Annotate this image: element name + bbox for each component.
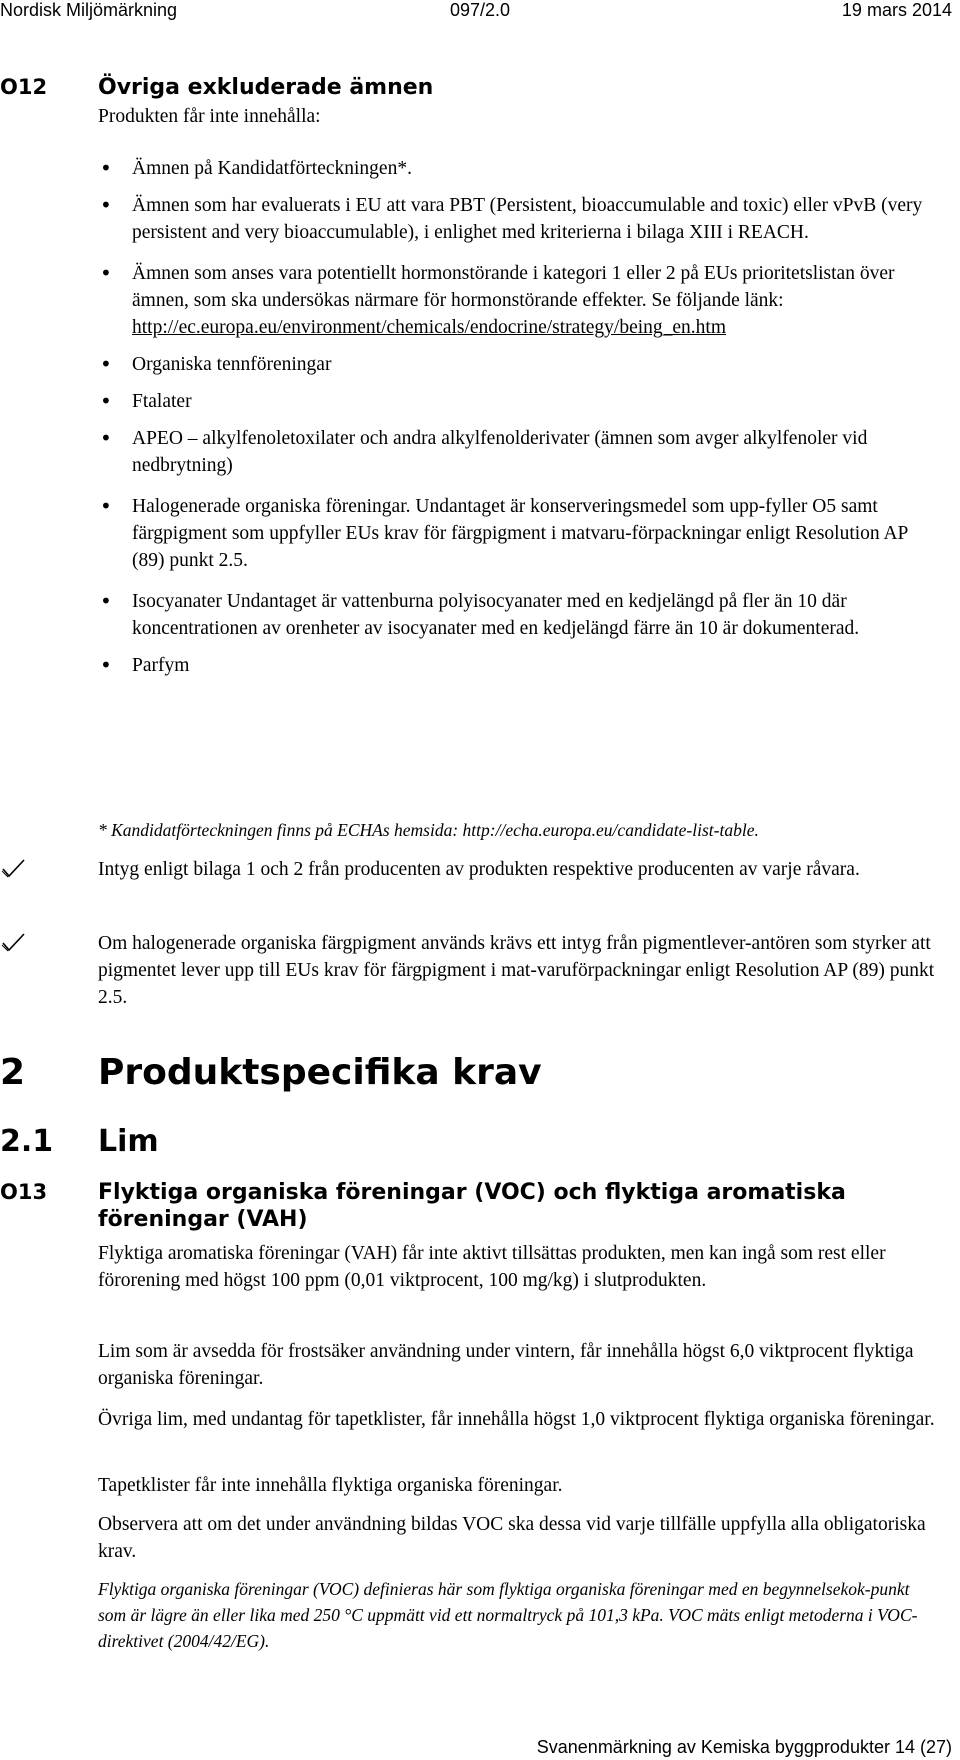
verification-text-2: Om halogenerade organiska färgpigment används krävs ett intyg från pigmentlever-antören som styrker att pigmentet lever upp till EUs krav för färgpigment i mat-varuförpackningar enligt Resolution AP (89) punkt 2.5. (98, 933, 935, 1008)
list-item (98, 493, 938, 574)
voc-definition-note: Flyktiga organiska föreningar (VOC) definieras här som flyktiga organiska föreningar med en begynnelsekok-punkt som är lägre än eller lika med 250 °C uppmätt vid ett normaltryck på 101,3 kPa. VOC mäts enligt metoderna i VOC-direktivet (2004/42/EG). (98, 1579, 918, 1651)
endocrine-strategy-link[interactable]: http://ec.europa.eu/environment/chemicals/endocrine/strategy/being_en.htm (132, 317, 727, 338)
list-item (98, 652, 938, 679)
page-header (0, 0, 960, 24)
list-item-text: Ämnen som anses vara potentiellt hormonstörande i kategori 1 eller 2 på EUs prioritetslistan över ämnen, som ska undersökas närmare för hormonstörande effekter. Se följande länk: (132, 263, 895, 311)
requirement-title-o12: Övriga exkluderade ämnen (98, 75, 434, 100)
requirement-intro-o12: Produkten får inte innehålla: (98, 106, 321, 127)
list-item-text: Parfym (132, 655, 190, 676)
header-date: 19 mars 2014 (841, 0, 952, 20)
o13-paragraph-4: Tapetklister får inte innehålla flyktiga organiska föreningar. (98, 1475, 563, 1496)
list-item (98, 155, 938, 182)
excluded-substances-list (98, 155, 938, 693)
candidate-list-footnote: * Kandidatförteckningen finns på ECHAs hemsida: http://echa.europa.eu/candidate-list-table. (98, 820, 759, 840)
list-item (98, 351, 938, 378)
requirement-title-o13: Flyktiga organiska föreningar (VOC) och flyktiga aromatiska föreningar (VAH) (98, 1180, 846, 1232)
header-document-number: 097/2.0 (450, 0, 511, 20)
header-organization: Nordisk Miljömärkning (0, 0, 178, 20)
list-item-text: Ämnen på Kandidatförteckningen*. (132, 158, 412, 179)
section-title: Produktspecifika krav (98, 1052, 542, 1093)
o13-paragraph-3: Övriga lim, med undantag för tapetklister, får innehålla högst 1,0 viktprocent flyktiga organiska föreningar. (98, 1409, 935, 1430)
list-item-text: Ftalater (132, 391, 192, 412)
list-item-text: Ämnen som har evaluerats i EU att vara PBT (Persistent, bioaccumulable and toxic) eller vPvB (very persistent and very bioaccumulable), i enlighet med kriterierna i bilaga XIII i REACH. (132, 195, 923, 243)
list-item (98, 388, 938, 415)
verification-text-1: Intyg enligt bilaga 1 och 2 från producenten av produkten respektive producenten av varje råvara. (98, 859, 860, 880)
section-number: 2 (0, 1052, 26, 1093)
subsection-title: Lim (98, 1124, 159, 1159)
o13-paragraph-2: Lim som är avsedda för frostsäker användning under vintern, får innehålla högst 6,0 viktprocent flyktiga organiska föreningar. (98, 1341, 914, 1389)
subsection-number: 2.1 (0, 1124, 54, 1159)
list-item (98, 588, 938, 642)
pen-check-icon (0, 931, 26, 953)
list-item-text: Organiska tennföreningar (132, 354, 332, 375)
page-footer: Svanenmärkning av Kemiska byggprodukter 14 (27) (536, 1737, 952, 1757)
list-item (98, 192, 938, 246)
pen-check-icon (0, 857, 26, 879)
o13-paragraph-1: Flyktiga aromatiska föreningar (VAH) får inte aktivt tillsättas produkten, men kan ingå som rest eller förorening med högst 100 ppm (0,01 viktprocent, 100 mg/kg) i slutprodukten. (98, 1243, 886, 1291)
list-item (98, 425, 938, 479)
o13-paragraph-5: Observera att om det under användning bildas VOC ska dessa vid varje tillfälle uppfylla alla obligatoriska krav. (98, 1514, 926, 1562)
list-item (98, 260, 938, 341)
list-item-text: Halogenerade organiska föreningar. Undantaget är konserveringsmedel som upp-fyller O5 samt färgpigment som uppfyller EUs krav för färgpigment i matvaru-förpackningar enligt Resolution AP (89) punkt 2.5. (132, 496, 908, 571)
requirement-code-o13: O13 (0, 1180, 48, 1204)
requirement-code-o12: O12 (0, 75, 48, 99)
list-item-text: Isocyanater Undantaget är vattenburna polyisocyanater med en kedjelängd på fler än 10 där koncentrationen av orenheter av isocyanater med en kedjelängd färre än 10 är dokumenterad. (132, 591, 860, 639)
list-item-text: APEO – alkylfenoletoxilater och andra alkylfenolderivater (ämnen som avger alkylfenoler vid nedbrytning) (132, 428, 868, 476)
